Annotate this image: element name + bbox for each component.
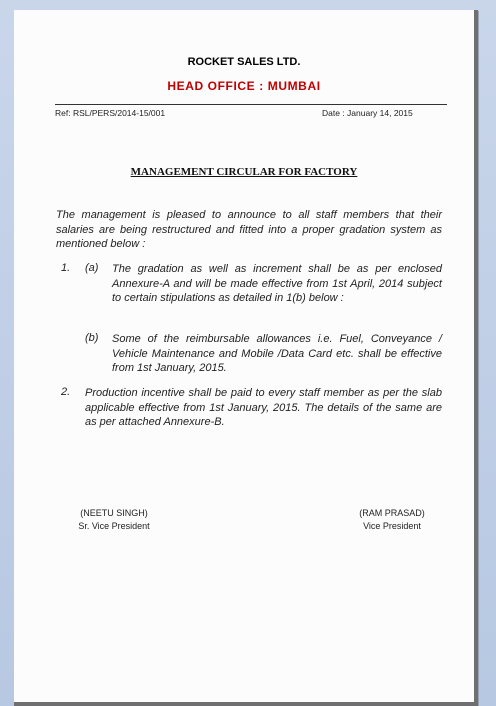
header-divider (55, 104, 447, 105)
left-signatory-name: (NEETU SINGH) (80, 508, 148, 518)
item-1b-text: Some of the reimbursable allowances i.e. Fuel, Conveyance / Vehicle Maintenance and Mobile /Data Card etc. shall be effective from 1st January, 2015. (112, 333, 442, 374)
item-1a-label: (a) (85, 262, 99, 274)
item-number-1: 1. (61, 262, 71, 274)
company-name: ROCKET SALES LTD. (187, 56, 301, 68)
left-signatory-title: Sr. Vice President (78, 521, 150, 531)
item-1a-text: The gradation as well as increment shall be as per enclosed Annexure-A and will be made effective from 1st April, 2014 subject to certain stipulations as detailed in 1(b) below : (112, 263, 442, 304)
circular-subject: MANAGEMENT CIRCULAR FOR FACTORY (130, 166, 358, 178)
item-2-text: Production incentive shall be paid to every staff member as per the slab applicable effective from 1st January, 2015. The details of the same are as per attached Annexure-B. (85, 387, 442, 428)
office-heading: HEAD OFFICE : MUMBAI (167, 79, 321, 93)
intro-paragraph: The management is pleased to announce to all staff members that their salaries are being restructured and fitted into a proper gradation system as mentioned below : (56, 209, 442, 250)
reference-number: Ref: RSL/PERS/2014-15/001 (55, 108, 166, 118)
document-page (14, 10, 478, 706)
circular-date: Date : January 14, 2015 (322, 108, 413, 118)
item-1b-label: (b) (85, 332, 99, 344)
right-signatory-name: (RAM PRASAD) (359, 508, 425, 518)
item-number-2: 2. (61, 386, 71, 398)
right-signatory-title: Vice President (363, 521, 421, 531)
